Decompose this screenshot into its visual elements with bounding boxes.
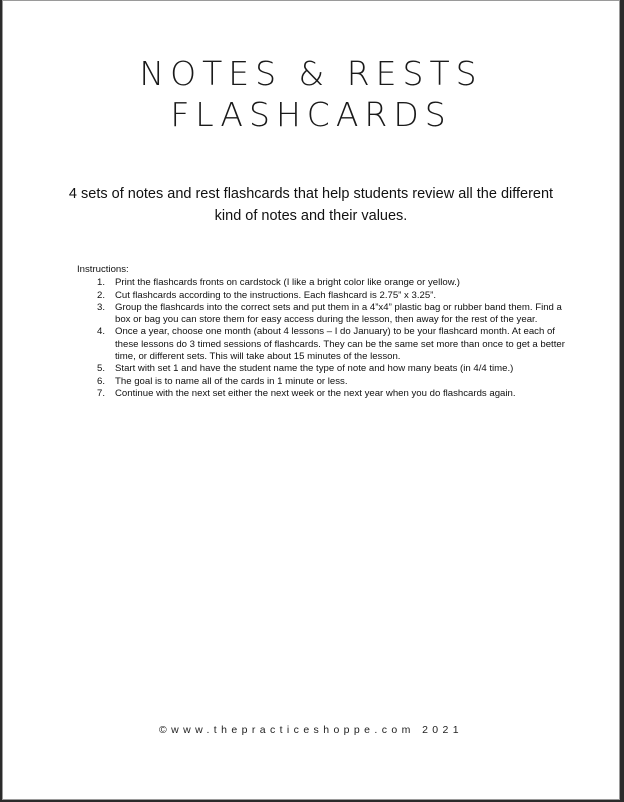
- title-line-2: FLASHCARDS: [170, 95, 452, 134]
- step-number: 2.: [97, 289, 106, 301]
- step-number: 4.: [97, 326, 106, 338]
- step-text: The goal is to name all of the cards in 1 minute or less.: [115, 375, 348, 387]
- title-line-1: NOTES & RESTS: [139, 54, 483, 93]
- list-item: [77, 376, 577, 388]
- list-item: [77, 363, 577, 375]
- instructions-label: Instructions:: [77, 264, 129, 275]
- list-item: [77, 290, 577, 302]
- step-number: 5.: [97, 363, 106, 375]
- step-number: 6.: [97, 375, 106, 387]
- step-text: Once a year, choose one month (about 4 lessons – I do January) to be your flashcard month. At each of these lessons do 3 timed sessions of flashcards. They can be the same set more than once to get a better time, or different sets. This will take about 15 minutes of the lesson.: [115, 326, 565, 363]
- step-text: Continue with the next set either the next week or the next year when you do flashcards again.: [115, 387, 516, 399]
- step-text: Cut flashcards according to the instructions. Each flashcard is 2.75” x 3.25”.: [115, 289, 437, 301]
- list-item: [77, 302, 577, 327]
- step-text: Group the flashcards into the correct sets and put them in a 4”x4” plastic bag or rubber band them. Find a box or bag you can store them for easy access during the lesson, then away for the rest of the year.: [115, 301, 562, 326]
- instructions-list: [77, 277, 577, 400]
- step-number: 3.: [97, 301, 106, 313]
- page-title: [3, 53, 619, 135]
- footer-copyright: ©www.thepracticeshoppe.com 2021: [158, 724, 464, 736]
- instructions-section: [77, 264, 577, 400]
- list-item: [77, 326, 577, 363]
- step-text: Print the flashcards fronts on cardstock (I like a bright color like orange or yellow.): [115, 277, 460, 289]
- step-text: Start with set 1 and have the student name the type of note and how many beats (in 4/4 time.): [115, 363, 514, 375]
- list-item: [77, 388, 577, 400]
- list-item: [77, 277, 577, 289]
- subtitle: 4 sets of notes and rest flashcards that help students review all the different kind of notes and their values.: [68, 186, 554, 224]
- step-number: 1.: [97, 277, 106, 289]
- document-page: [2, 0, 620, 800]
- step-number: 7.: [97, 387, 106, 399]
